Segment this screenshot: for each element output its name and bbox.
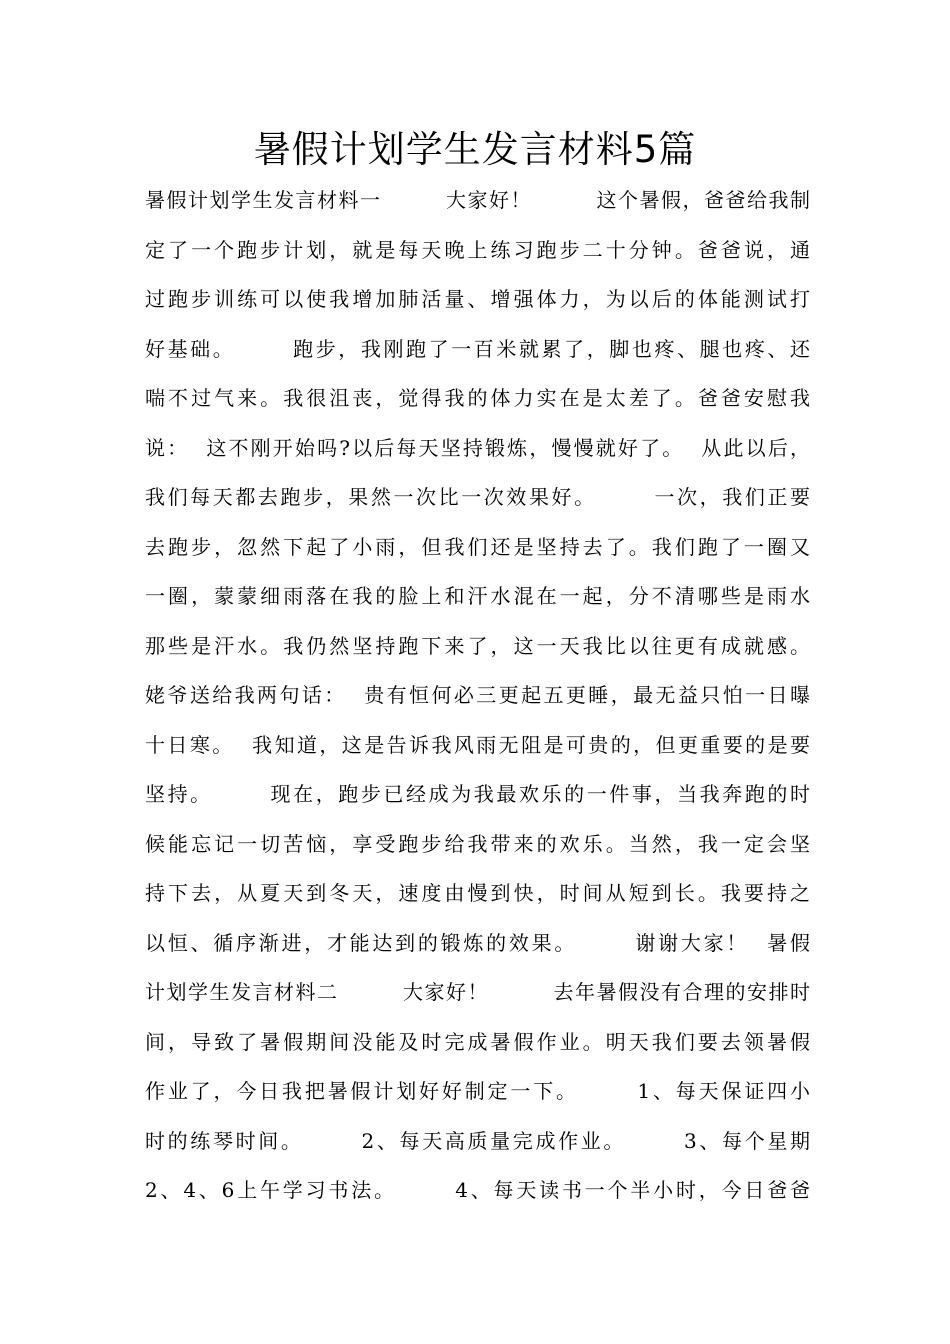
body-line: 十日寒。 我知道，这是告诉我风雨无阻是可贵的，但更重要的是要 [145,732,810,757]
body-line: 暑假计划学生发言材料一 大家好！ 这个暑假，爸爸给我制 [145,188,810,212]
body-line: 计划学生发言材料二 大家好！ 去年暑假没有合理的安排时 [145,980,810,1004]
body-line: 我们每天都去跑步，果然一次比一次效果好。 一次，我们正要 [145,485,810,509]
body-line: 持下去，从夏天到冬天，速度由慢到快，时间从短到长。我要持之 [145,881,810,905]
document-body [145,176,810,1216]
body-line: 作业了，今日我把暑假计划好好制定一下。 1、每天保证四小 [145,1079,810,1103]
body-line: 间，导致了暑假期间没能及时完成暑假作业。明天我们要去领暑假 [145,1029,810,1054]
body-line: 一圈，蒙蒙细雨落在我的脸上和汗水混在一起，分不清哪些是雨水 [145,584,810,608]
body-line: 坚持。 现在，跑步已经成为我最欢乐的一件事，当我奔跑的时 [145,782,810,806]
body-line: 姥爷送给我两句话： 贵有恒何必三更起五更睡，最无益只怕一日曝 [145,683,810,707]
body-line: 定了一个跑步计划，就是每天晚上练习跑步二十分钟。爸爸说，通 [145,237,810,262]
body-line: 那些是汗水。我仍然坚持跑下来了，这一天我比以往更有成就感。 [145,633,810,658]
body-line: 说： 这不刚开始吗?以后每天坚持锻炼，慢慢就好了。 从此以后， [145,435,810,460]
body-line: 2、4、6上午学习书法。 4、每天读书一个半小时，今日爸爸 [145,1178,810,1202]
body-line: 喘不过气来。我很沮丧，觉得我的体力实在是太差了。爸爸安慰我 [145,386,810,410]
document-title: 暑假计划学生发言材料5篇 [253,128,697,171]
body-line: 候能忘记一切苦恼，享受跑步给我带来的欢乐。当然，我一定会坚 [145,831,810,856]
body-line: 时的练琴时间。 2、每天高质量完成作业。 3、每个星期 [145,1128,810,1153]
body-line: 过跑步训练可以使我增加肺活量、增强体力，为以后的体能测试打 [145,287,810,311]
body-line: 去跑步，忽然下起了小雨，但我们还是坚持去了。我们跑了一圈又 [145,534,810,559]
body-line: 以恒、循序渐进，才能达到的锻炼的效果。 谢谢大家！ 暑假 [145,930,810,955]
body-line: 好基础。 跑步，我刚跑了一百米就累了，脚也疼、腿也疼、还 [145,336,810,361]
